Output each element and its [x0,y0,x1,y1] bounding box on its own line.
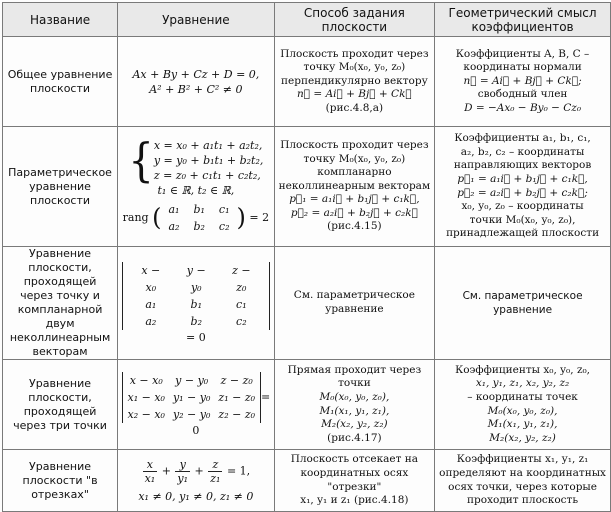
way-line: (рис.4.8,а) [325,101,384,114]
row-way [274,127,434,247]
numerator: y [175,458,190,472]
equation-line: y = y₀ + b₁t₁ + b₂t₂, [153,154,264,167]
denominator: z₁ [210,471,221,485]
row-equation [118,247,275,360]
way-line: Плоскость проходит через [280,138,429,151]
operator: = 1, [226,464,251,477]
way-line: (рис.4.17) [327,431,382,444]
det-cell: y − y₀ [186,263,206,294]
equation-line: x = x₀ + a₁t₁ + a₂t₂, [153,139,263,152]
row-way [274,360,434,450]
meaning-line: уравнение [493,304,553,316]
way-line: p⃗₁ = a₁i⃗ + b₁j⃗ + c₁k⃗, [289,193,420,206]
operator: + [194,464,204,477]
det-cell: a₂ [145,314,157,328]
way-line: p⃗₂ = a₂i⃗ + b₂j⃗ + c₂k⃗ [290,206,418,219]
det-cell: x₁ − x₀ [127,390,165,404]
matrix-cell: a₁ [168,203,180,216]
way-line: координатных осях [300,466,409,479]
meaning-line: D = −Ax₀ − By₀ − Cz₀ [464,101,582,114]
rank-label: rang [122,211,149,224]
rank-matrix [161,201,236,235]
row-equation [118,37,275,127]
meaning-line: M₁(x₁, y₁, z₁), [487,418,558,431]
way-line: Плоскость проходит через [280,47,429,60]
meaning-line: Коэффициенты x₀, y₀, z₀, [455,363,591,376]
row-meaning [435,450,611,512]
table-row [3,360,611,450]
fraction [175,458,190,485]
way-line: M₁(x₁, y₁, z₁), [319,404,390,417]
way-line: неколлинеарным векторам [278,179,431,192]
table-row [3,37,611,127]
way-line: компланарно [317,166,392,179]
row-name: Уравнение плоскости "в отрезках" [3,450,118,512]
row-equation [118,360,275,450]
way-line: Прямая проходит через [287,363,422,376]
left-paren: ( [152,203,162,232]
det-cell: x − x₀ [129,373,163,387]
way-line: x₁, y₁ и z₁ (рис.4.18) [300,494,409,507]
row-name: Общее уравнение плоскости [3,37,118,127]
operator: + [161,464,171,477]
matrix-cell: b₂ [193,220,205,233]
way-line: См. параметрическое [293,289,415,302]
determinant-equals: = 0 [192,390,271,437]
way-line: Плоскость отсекает на [290,453,419,466]
matrix-cell: a₂ [168,220,180,233]
row-meaning [435,247,611,360]
det-cell: a₁ [145,297,157,311]
determinant-equals: = 0 [186,330,206,344]
meaning-line: См. параметрическое [462,290,583,302]
meaning-line: a₂, b₂, c₂ – координаты [460,145,585,158]
right-paren: ) [236,203,246,232]
det-cell: x − x₀ [141,263,161,294]
intercept-equation [122,458,270,485]
numerator: x [143,458,158,472]
header-way: Способ задания плоскости [274,3,434,37]
meaning-line: принадлежащей плоскости [446,227,600,240]
equation-line: t₁ ∈ ℝ, t₂ ∈ ℝ, [157,184,235,197]
meaning-line: свободный член [477,88,568,101]
det-cell: z₁ − z₀ [218,390,256,404]
det-cell: c₁ [236,297,247,311]
meaning-line: Коэффициенты a₁, b₁, c₁, [454,132,591,145]
meaning-line: – координаты точек [467,390,578,403]
way-line: перпендикулярно вектору [281,74,428,87]
equation-line: x₁ ≠ 0, y₁ ≠ 0, z₁ ≠ 0 [138,489,254,503]
equation-line: z = z₀ + c₁t₁ + c₂t₂, [153,169,261,182]
meaning-line: осях точки, через которые [448,480,597,493]
det-cell: b₁ [190,297,202,311]
rank-value: = 2 [249,211,270,224]
row-way [274,37,434,127]
meaning-line: координаты нормали [463,61,582,74]
way-line: точку M₀(x₀, y₀, z₀) [303,152,406,165]
table-row [3,247,611,360]
row-meaning [435,127,611,247]
row-name: Параметрическое уравнение плоскости [3,127,118,247]
numerator: z [208,458,222,472]
meaning-line: x₀, y₀, z₀ – координаты [461,200,584,213]
denominator: x₁ [144,471,156,485]
det-cell: y − y₀ [175,373,209,387]
header-name: Название [3,3,118,37]
matrix-cell: b₁ [193,203,205,216]
way-line: точку M₀(x₀, y₀, z₀) [303,61,406,74]
rank-condition [122,201,270,235]
header-row [3,3,611,37]
meaning-line: направляющих векторов [453,159,592,172]
equation-line: Ax + By + Cz + D = 0, [132,67,260,81]
equation-line: A² + B² + C² ≠ 0 [149,82,243,96]
way-line: M₂(x₂, y₂, z₂) [321,418,388,431]
meaning-line: точки M₀(x₀, y₀, z₀), [469,213,576,226]
meaning-line: определяют на координатных [439,466,606,479]
meaning-line: Коэффициенты A, B, C – [455,47,590,60]
row-meaning [435,37,611,127]
meaning-line: Коэффициенты x₁, y₁, z₁ [456,453,589,466]
way-line: (рис.4.15) [327,220,382,233]
meaning-line: p⃗₂ = a₂i⃗ + b₂j⃗ + c₂k⃗; [457,186,588,199]
meaning-line: M₂(x₂, y₂, z₂) [489,431,556,444]
system-brace: { [128,134,154,187]
det-cell: y₂ − y₀ [172,407,211,421]
det-cell: z − z₀ [232,263,251,294]
det-cell: x₂ − x₀ [127,407,165,421]
way-line: уравнение [325,303,384,315]
meaning-line: проходит плоскость [467,494,579,507]
meaning-line: n⃗ = Ai⃗ + Bj⃗ + Ck⃗; [463,74,582,87]
table-row [3,450,611,512]
det-cell: c₂ [236,314,247,328]
det-cell: z − z₀ [220,373,253,387]
row-equation [118,450,275,512]
determinant [122,262,270,330]
determinant [122,372,262,423]
det-cell: z₂ − z₀ [218,407,256,421]
matrix-cell: c₁ [218,203,230,216]
equation-system [154,138,264,183]
row-way [274,247,434,360]
det-cell: y₁ − y₀ [172,390,211,404]
denominator: y₁ [177,471,189,485]
row-meaning [435,360,611,450]
row-equation [118,127,275,247]
way-line: M₀(x₀, y₀, z₀), [319,390,390,403]
way-line: n⃗ = Ai⃗ + Bj⃗ + Ck⃗ [297,88,412,101]
det-cell: b₂ [190,314,202,328]
table-row [3,127,611,247]
fraction [143,458,158,485]
row-way [274,450,434,512]
row-name: Уравнение плоскости, проходящей через три точки [3,360,118,450]
meaning-line: x₁, y₁, z₁, x₂, y₂, z₂ [475,377,570,390]
row-name: Уравнение плоскости, проходящей через точку и компланарной двум неколлинеарным векторам [3,247,118,360]
meaning-line: p⃗₁ = a₁i⃗ + b₁j⃗ + c₁k⃗, [457,172,588,185]
meaning-line: M₀(x₀, y₀, z₀), [487,404,558,417]
header-meaning: Геометрический смысл коэффициентов [435,3,611,37]
way-line: "отрезки" [327,480,382,493]
fraction [208,458,222,485]
matrix-cell: c₂ [218,220,230,233]
plane-equations-table [2,2,611,512]
way-line: точки [338,377,371,390]
header-equation: Уравнение [118,3,275,37]
